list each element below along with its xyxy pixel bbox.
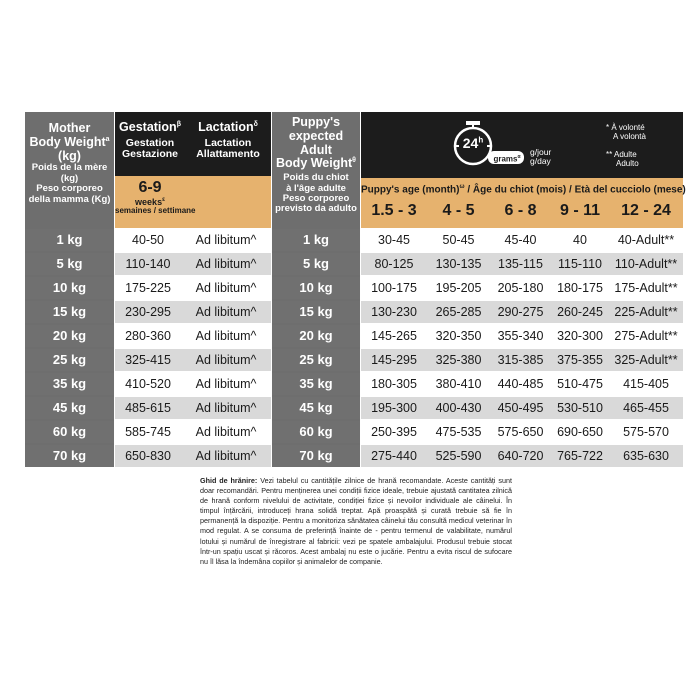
mother-header-sup: a bbox=[105, 135, 110, 143]
age-1-cell: 80-125 bbox=[361, 253, 427, 275]
weeks-value: 6-9 bbox=[138, 179, 162, 196]
grams-label bbox=[489, 151, 525, 166]
weeks-label-text: weeks bbox=[135, 196, 163, 207]
gestation-cell: 650-830 bbox=[115, 445, 181, 467]
puppy-header-line7: previsto da adulto bbox=[275, 203, 357, 215]
age-title-rest: / Âge du chiot (mois) / Età del cucciolo (mese) bbox=[464, 184, 686, 196]
age-3-cell: 450-495 bbox=[490, 397, 551, 419]
puppy-header-line5: à l'âge adulte bbox=[286, 182, 346, 194]
age-range-1: 1.5 - 3 bbox=[371, 202, 417, 219]
mother-weight-cell: 70 kg bbox=[25, 445, 114, 467]
clock-hours: 24 bbox=[462, 135, 479, 151]
mother-weight-cell: 1 kg bbox=[25, 229, 114, 251]
age-3-cell: 315-385 bbox=[490, 349, 551, 371]
gestation-sup: β bbox=[176, 121, 181, 128]
age-range-header-row bbox=[361, 202, 683, 224]
clock-h: h bbox=[478, 135, 484, 145]
age-3-cell: 290-275 bbox=[490, 301, 551, 323]
age-range-2: 4 - 5 bbox=[442, 202, 475, 219]
age-4-cell: 40 bbox=[551, 229, 609, 251]
feeding-guide-text: Vezi tabelul cu cantitățile zilnice de hrană recomandate. Aceste cantități sunt doar recomandări. Pentru menținerea unei condiții fizice ideale, trebuie ajustată cantitatea zilnică de hrană conform nivelului de activitate, condiției fizice și nevoilor individuale ale câinelui. În timpul înțărcării, introduceți hrana solidă treptat. Apă proaspătă și curată trebuie să fie în permanență la dispoziție. Pentru a monitoriza sănătatea câinelui tău consultă medicul veterinar în mod regulat. A se consuma de preferință înainte de - pentru termenul de valabilitate, numărul lotului și numărul de înregistrare al fabricii: vezi pe spatele ambalajului. Produsul trebuie stocat într-un spațiu uscat și răcoros. Acest ambalaj nu este o jucărie. Pentru a evita riscul de sufocare nu îl lăsa la îndemâna copiilor și animalelor de companie. bbox=[200, 476, 513, 566]
mother-weight-cell: 45 kg bbox=[25, 397, 114, 419]
age-title-sup: ω bbox=[459, 184, 465, 190]
age-2-cell: 130-135 bbox=[427, 253, 490, 275]
puppy-weight-cell: 5 kg bbox=[272, 253, 360, 275]
puppy-weight-cell: 70 kg bbox=[272, 445, 360, 467]
gday-label bbox=[530, 148, 551, 166]
age-4-cell: 530-510 bbox=[551, 397, 609, 419]
puppy-header-bw: Body Weight bbox=[276, 156, 353, 171]
mother-header-bw: Body Weight bbox=[29, 134, 106, 149]
age-1-cell: 145-265 bbox=[361, 325, 427, 347]
lactation-cell: Ad libitum^ bbox=[181, 253, 271, 275]
age-2-cell: 475-535 bbox=[427, 421, 490, 443]
lactation-sub1: Lactation bbox=[204, 136, 252, 149]
age-2-cell: 325-380 bbox=[427, 349, 490, 371]
puppy-weight-cell: 60 kg bbox=[272, 421, 360, 443]
age-5-cell: 325-Adult** bbox=[609, 349, 683, 371]
age-1-cell: 30-45 bbox=[361, 229, 427, 251]
age-5-cell: 40-Adult** bbox=[609, 229, 683, 251]
legend-notes bbox=[606, 123, 646, 168]
table-row bbox=[25, 421, 683, 443]
age-2-cell: 380-410 bbox=[427, 373, 490, 395]
mother-header-line2 bbox=[25, 136, 114, 164]
age-2-cell: 525-590 bbox=[427, 445, 490, 467]
age-3-cell: 135-115 bbox=[490, 253, 551, 275]
gestation-title-text: Gestation bbox=[119, 120, 177, 135]
age-5-cell: 415-405 bbox=[609, 373, 683, 395]
mother-weight-cell: 60 kg bbox=[25, 421, 114, 443]
lactation-cell: Ad libitum^ bbox=[181, 445, 271, 467]
lactation-title-text: Lactation bbox=[198, 120, 254, 135]
weeks-sup: ε bbox=[162, 196, 165, 203]
mother-weight-cell: 10 kg bbox=[25, 277, 114, 299]
lactation-cell: Ad libitum^ bbox=[181, 277, 271, 299]
gestation-cell: 585-745 bbox=[115, 421, 181, 443]
puppy-header-line3 bbox=[272, 157, 360, 171]
lactation-sup: δ bbox=[253, 121, 258, 128]
puppy-weight-header bbox=[272, 116, 360, 215]
lactation-cell: Ad libitum^ bbox=[181, 229, 271, 251]
grams-sup: α bbox=[517, 154, 521, 160]
mother-header-line5: della mamma (Kg) bbox=[28, 193, 111, 205]
table-row bbox=[25, 373, 683, 395]
lactation-cell: Ad libitum^ bbox=[181, 421, 271, 443]
age-1-cell: 100-175 bbox=[361, 277, 427, 299]
lactation-cell: Ad libitum^ bbox=[181, 325, 271, 347]
table-row bbox=[25, 397, 683, 419]
puppy-weight-cell: 35 kg bbox=[272, 373, 360, 395]
note1-line1: * À volonté bbox=[606, 123, 645, 132]
mother-weight-cell: 5 kg bbox=[25, 253, 114, 275]
mother-header-line1: Mother bbox=[48, 121, 91, 135]
age-4-cell: 115-110 bbox=[551, 253, 609, 275]
mother-weight-cell: 35 kg bbox=[25, 373, 114, 395]
age-5-cell: 575-570 bbox=[609, 421, 683, 443]
age-1-cell: 180-305 bbox=[361, 373, 427, 395]
age-4-cell: 765-722 bbox=[551, 445, 609, 467]
lactation-cell: Ad libitum^ bbox=[181, 349, 271, 371]
age-1-cell: 250-395 bbox=[361, 421, 427, 443]
table-row bbox=[25, 325, 683, 347]
lactation-title bbox=[186, 121, 270, 135]
table-row bbox=[25, 349, 683, 371]
age-range-5: 12 - 24 bbox=[621, 202, 671, 219]
age-range-4: 9 - 11 bbox=[559, 202, 601, 219]
clock-label bbox=[458, 135, 488, 151]
age-1-cell: 275-440 bbox=[361, 445, 427, 467]
note2-line2: Adulto bbox=[616, 159, 639, 168]
puppy-weight-cell: 15 kg bbox=[272, 301, 360, 323]
age-1-cell: 145-295 bbox=[361, 349, 427, 371]
puppy-header-sup: θ bbox=[352, 157, 356, 165]
mother-header-unit: (kg) bbox=[58, 148, 81, 163]
age-range-3: 6 - 8 bbox=[504, 202, 537, 219]
gestation-cell: 40-50 bbox=[115, 229, 181, 251]
puppy-weight-cell: 1 kg bbox=[272, 229, 360, 251]
feeding-guide bbox=[200, 476, 512, 567]
mother-weight-header bbox=[25, 122, 114, 205]
age-1-cell: 195-300 bbox=[361, 397, 427, 419]
grams-text: grams bbox=[493, 154, 518, 164]
gday-line1: g/jour bbox=[530, 147, 552, 157]
gestation-cell: 280-360 bbox=[115, 325, 181, 347]
note2-line1: ** Adulte bbox=[606, 150, 637, 159]
lactation-sub2: Allattamento bbox=[196, 148, 260, 161]
age-5-cell: 175-Adult** bbox=[609, 277, 683, 299]
puppy-header-line6: Peso corporeo bbox=[282, 193, 350, 205]
puppy-header-line4: Poids du chiot bbox=[283, 172, 349, 184]
age-5-cell: 635-630 bbox=[609, 445, 683, 467]
age-4-cell: 260-245 bbox=[551, 301, 609, 323]
age-5-cell: 110-Adult** bbox=[609, 253, 683, 275]
age-4-cell: 180-175 bbox=[551, 277, 609, 299]
table-row bbox=[25, 445, 683, 467]
age-4-cell: 375-355 bbox=[551, 349, 609, 371]
age-2-cell: 400-430 bbox=[427, 397, 490, 419]
age-4-cell: 690-650 bbox=[551, 421, 609, 443]
gestation-cell: 175-225 bbox=[115, 277, 181, 299]
puppy-header-line2: expected Adult bbox=[288, 128, 344, 157]
age-5-cell: 465-455 bbox=[609, 397, 683, 419]
gestation-header bbox=[115, 121, 185, 161]
note1-line2: A volontà bbox=[613, 132, 646, 141]
gday-line2: g/day bbox=[530, 156, 551, 166]
puppy-header-line1: Puppy's bbox=[291, 115, 341, 129]
age-3-cell: 205-180 bbox=[490, 277, 551, 299]
gestation-cell: 230-295 bbox=[115, 301, 181, 323]
weeks-sub: semaines / settimane bbox=[115, 206, 196, 216]
gestation-sub2: Gestazione bbox=[121, 148, 179, 161]
puppy-weight-cell: 20 kg bbox=[272, 325, 360, 347]
puppy-weight-cell: 45 kg bbox=[272, 397, 360, 419]
gestation-cell: 325-415 bbox=[115, 349, 181, 371]
gestation-cell: 410-520 bbox=[115, 373, 181, 395]
age-2-cell: 50-45 bbox=[427, 229, 490, 251]
age-3-cell: 355-340 bbox=[490, 325, 551, 347]
age-2-cell: 195-205 bbox=[427, 277, 490, 299]
age-3-cell: 640-720 bbox=[490, 445, 551, 467]
gestation-cell: 485-615 bbox=[115, 397, 181, 419]
puppy-weight-cell: 25 kg bbox=[272, 349, 360, 371]
lactation-cell: Ad libitum^ bbox=[181, 397, 271, 419]
mother-weight-cell: 20 kg bbox=[25, 325, 114, 347]
age-3-cell: 45-40 bbox=[490, 229, 551, 251]
mother-weight-cell: 15 kg bbox=[25, 301, 114, 323]
lactation-header bbox=[186, 121, 270, 161]
age-4-cell: 320-300 bbox=[551, 325, 609, 347]
table-row bbox=[25, 229, 683, 251]
mother-header-line3: Poids de la mère (kg) bbox=[31, 162, 108, 184]
weeks-block bbox=[115, 179, 196, 216]
gestation-title bbox=[115, 121, 185, 135]
age-title bbox=[361, 184, 686, 196]
age-3-cell: 575-650 bbox=[490, 421, 551, 443]
gestation-sub1: Gestation bbox=[125, 136, 175, 149]
feeding-guide-title: Ghid de hrănire: bbox=[200, 476, 258, 485]
age-5-cell: 275-Adult** bbox=[609, 325, 683, 347]
age-4-cell: 510-475 bbox=[551, 373, 609, 395]
gestation-cell: 110-140 bbox=[115, 253, 181, 275]
puppy-weight-cell: 10 kg bbox=[272, 277, 360, 299]
age-1-cell: 130-230 bbox=[361, 301, 427, 323]
mother-header-line4: Peso corporeo bbox=[36, 183, 103, 195]
age-2-cell: 320-350 bbox=[427, 325, 490, 347]
age-5-cell: 225-Adult** bbox=[609, 301, 683, 323]
table-row bbox=[25, 301, 683, 323]
lactation-cell: Ad libitum^ bbox=[181, 373, 271, 395]
table-row bbox=[25, 277, 683, 299]
lactation-cell: Ad libitum^ bbox=[181, 301, 271, 323]
mother-weight-cell: 25 kg bbox=[25, 349, 114, 371]
table-row bbox=[25, 253, 683, 275]
age-3-cell: 440-485 bbox=[490, 373, 551, 395]
age-2-cell: 265-285 bbox=[427, 301, 490, 323]
age-title-en: Puppy's age (month) bbox=[361, 184, 460, 196]
